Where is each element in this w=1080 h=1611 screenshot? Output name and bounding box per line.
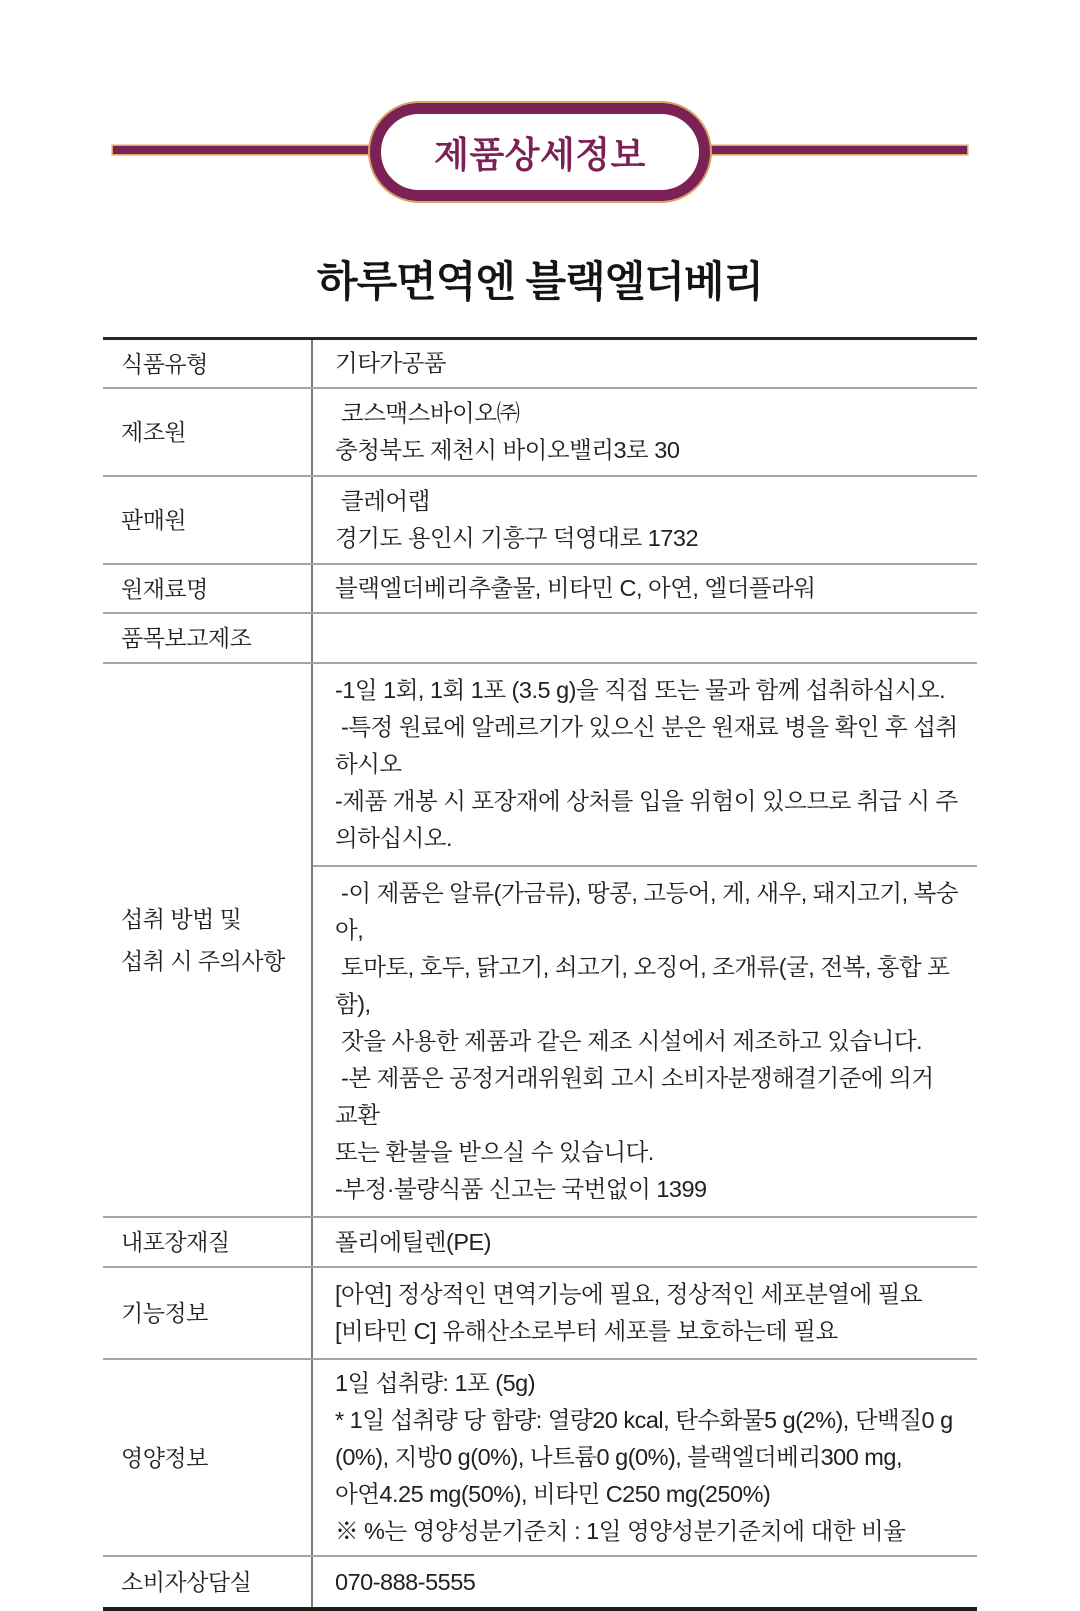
spec-label: 영양정보: [103, 1360, 313, 1555]
spec-value: 클레어랩 경기도 용인시 기흥구 덕영대로 1732: [335, 488, 699, 551]
spec-row-nutrition-info: [103, 1360, 977, 1557]
spec-value-phone: 070-888-5555: [335, 1568, 476, 1595]
intake-directions-block: -1일 1회, 1회 1포 (3.5 g)을 직접 또는 물과 함께 섭취하십시오. -특정 원료에 알레르기가 있으신 분은 원재료 병을 확인 후 섭취하시오 -제품 개봉 시 포장재에 상처를 입을 위험이 있으므로 취급 시 주의하십시오.: [313, 664, 977, 867]
spec-row-manufacturer: [103, 389, 977, 477]
spec-label: 원재료명: [103, 565, 313, 612]
spec-row-food-type: [103, 340, 977, 389]
spec-value-stack: [313, 664, 977, 1216]
spec-label: 섭취 방법 및 섭취 시 주의사항: [103, 664, 313, 1216]
spec-row-ingredients: [103, 565, 977, 614]
spec-label: 식품유형: [103, 340, 313, 387]
spec-label: 품목보고제조: [103, 614, 313, 662]
spec-value-empty: [313, 614, 977, 662]
spec-value: 폴리에틸렌(PE): [335, 1228, 492, 1255]
spec-label: 내포장재질: [103, 1218, 313, 1266]
spec-row-inner-packaging: [103, 1218, 977, 1268]
spec-value: [아연] 정상적인 면역기능에 필요, 정상적인 세포분열에 필요 [비타민 C] 유해산소로부터 세포를 보호하는데 필요: [335, 1281, 923, 1344]
spec-label: 기능정보: [103, 1268, 313, 1358]
spec-row-customer-service: [103, 1557, 977, 1607]
spec-label: 제조원: [103, 389, 313, 475]
spec-value: 코스맥스바이오㈜ 충청북도 제천시 바이오밸리3로 30: [335, 400, 680, 463]
intake-cautions-block: -이 제품은 알류(가금류), 땅콩, 고등어, 게, 새우, 돼지고기, 복숭아, 토마토, 호두, 닭고기, 쇠고기, 오징어, 조개류(굴, 전복, 홍합 포함), 잣을 사용한 제품과 같은 제조 시설에서 제조하고 있습니다. -본 제품은 공정거래위원회 고시 소비자분쟁해결기준에 의거 교환 또는 환불을 받으실 수 있습니다. -부정·불량식품 신고는 국번없이 1399: [335, 880, 959, 1202]
spec-value: 기타가공품: [335, 350, 447, 376]
spec-row-seller: [103, 477, 977, 565]
spec-value: 블랙엘더베리추출물, 비타민 C, 아연, 엘더플라워: [335, 575, 816, 601]
spec-table: [103, 337, 977, 1611]
spec-label: 소비자상담실: [103, 1557, 313, 1607]
product-title: 하루면역엔 블랙엘더베리: [317, 258, 763, 305]
section-header: [0, 103, 1080, 201]
badge-label: 제품상세정보: [434, 133, 646, 175]
spec-row-function-info: [103, 1268, 977, 1360]
spec-label: 판매원: [103, 477, 313, 563]
product-detail-badge: [370, 103, 710, 201]
spec-row-item-report: [103, 614, 977, 664]
spec-row-intake-method: [103, 664, 977, 1218]
spec-value: 1일 섭취량: 1포 (5g) * 1일 섭취량 당 함량: 열량20 kcal, 탄수화물5 g(2%), 단백질0 g (0%), 지방0 g(0%), 나트륨0 g(0%), 블랙엘더베리300 mg, 아연4.25 mg(50%), 비타민 C250 mg(250%) ※ %는 영양성분기준치 : 1일 영양성분기준치에 대한 비율: [335, 1370, 953, 1544]
